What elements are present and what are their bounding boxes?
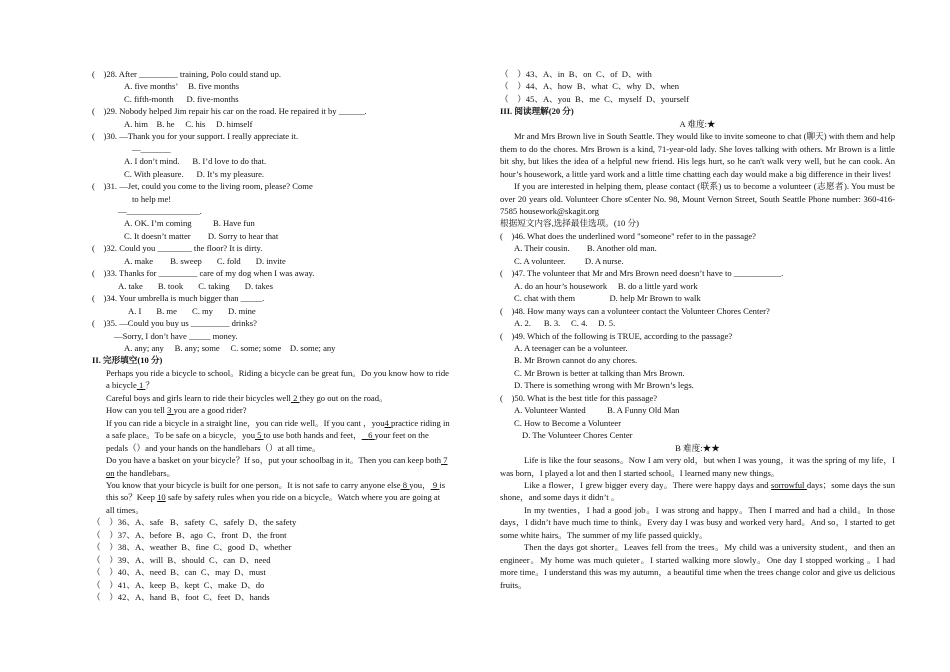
question-30: ( )30. —Thank you for your support. I really appreciate it. (92, 131, 299, 142)
question-32-options: A. make B. sweep C. fold D. invite (124, 255, 286, 266)
question-30-blank: —_______ (132, 143, 171, 154)
passage-b-paragraph: Then the days got shorter。Leaves fell from the trees。My child was a university student，and then an engineer。My home was much quieter。I started walking more slowly。One day I stopped working 。I had more time。I understand this was my autumn，a beautiful time when the trees change color and give us delicious fruits。 (500, 542, 895, 590)
difficulty-label: A 难度:★ (679, 118, 716, 129)
left-column (92, 68, 492, 603)
cloze-question-40: （ ）40、A、need B、can C、may D、must (92, 567, 266, 578)
question-31-options: C. It doesn’t matter D. Sorry to hear that (124, 230, 279, 241)
cloze-question-39: （ ）39、A、will B、should C、can D、need (92, 554, 271, 565)
question-34-options: A. I B. me C. my D. mine (128, 305, 256, 316)
right-column (500, 68, 895, 591)
cloze-line: Perhaps you ride a bicycle to school。Riding a bicycle can be great fun。Do you know how to ride (106, 367, 449, 378)
question-28-options: C. fifth-month D. five-months (124, 93, 239, 104)
question-28: ( )28. After _________ training, Polo could stand up. (92, 69, 282, 79)
question-49-option: B. Mr Brown cannot do any chores. (514, 355, 638, 366)
cloze-question-38: （ ）38、A、weather B、fine C、good D、whether (92, 542, 292, 553)
cloze-line: on the handlebars。 (106, 467, 176, 478)
cloze-line: a bicycle 1 ？ (106, 380, 154, 391)
cloze-line: this so？Keep 10 safe by safety rules when you ride on a bicycle。Watch where you are going at (106, 492, 441, 503)
question-49-option: D. There is something wrong with Mr Brown’s legs. (514, 380, 694, 391)
question-31-blank: —_________________. (118, 205, 202, 216)
question-31-cont: to help me! (132, 193, 172, 204)
cloze-line: Careful boys and girls learn to ride their bicycles well 2 they go out on the road。 (106, 392, 388, 403)
passage-a-paragraph: Mr and Mrs Brown live in South Seattle. They would like to invite someone to chat (聊天) with them and help them to do the chores. Mrs Brown is a kind, 71-year-old lady. She loves talking with others. Mr Brown is a little bit shy, but likes the idea of a helpful new friend. His legs hurt, so he can't walk very well, but he can cook. An hour’s housework, a little yard work and a little time chatting each day would make a big difference in their lives! (500, 131, 895, 179)
question-48: ( )48. How many ways can a volunteer contact the Volunteer Chores Center? (500, 305, 770, 316)
question-47: ( )47. The volunteer that Mr and Mrs Brown need doesn’t have to ___________. (500, 268, 784, 279)
difficulty-label: B 难度:★★ (675, 442, 720, 453)
passage-b-paragraph: In my twenties，I had a good job。I was strong and happy。Then I marred and had a child。In those days，I didn’t have much time to think。Every day I was busy and worked very hard。And so，I started to get some white hairs。The summer of my life passed quickly。 (500, 504, 895, 540)
question-49: ( )49. Which of the following is TRUE, according to the passage? (500, 330, 733, 341)
passage-a-paragraph: If you are interested in helping them, please contact (联系) us to become a volunteer (志愿者). You must be over 20 years old. Volunteer Chore sCenter No. 98, Mount Vernon Street, South Seattle Phone number: 360-416-7585 housework@skagit.org (500, 181, 895, 216)
cloze-line: Do you have a basket on your bicycle？If so，put your schoolbag in it。Then you can keep both 7 (106, 455, 448, 466)
question-47-options: C. chat with them D. help Mr Brown to walk (514, 293, 701, 304)
question-46-options: C. A volunteer. D. A nurse. (514, 255, 624, 266)
question-35-cont: —Sorry, I don’t have _____ money. (114, 330, 238, 341)
passage-b-paragraph: Like a flower，I grew bigger every day。There were happy days and sorrowful days；some days the sun shone，and some days it didn’t 。 (500, 479, 895, 503)
question-46-options: A. Their cousin. B. Another old man. (514, 243, 657, 254)
section-title: III. 阅读理解(20 分) (500, 106, 574, 117)
cloze-line: You know that your bicycle is built for one person。It is not safe to carry anyone else 8 you， 9 is (106, 479, 446, 490)
question-49-option: C. Mr Brown is better at talking than Mrs Brown. (514, 367, 685, 378)
cloze-question-45: （ ）45、A、you B、me C、myself D、yourself (500, 93, 690, 104)
cloze-question-37: （ ）37、A、before B、ago C、front D、the front (92, 529, 287, 540)
question-49-option: A. A teenager can be a volunteer. (514, 342, 628, 353)
question-33: ( )33. Thanks for _________ care of my dog when I was away. (92, 268, 315, 279)
instruction: 根据短文内容,选择最佳选项。(10 分) (500, 218, 639, 229)
question-35-options: A. any; any B. any; some C. some; some D. some; any (124, 342, 336, 353)
passage-b-paragraph: Life is like the four seasons。Now I am very old，but when I was young，it was the spring of my life，I was born，I played a lot and then I started school。I learned many new things。 (500, 455, 895, 478)
question-47-options: A. do an hour’s housework B. do a little yard work (514, 280, 698, 291)
cloze-line: How can you tell 3 you are a good rider? (106, 405, 247, 416)
question-32: ( )32. Could you ________ the floor? It is dirty. (92, 243, 263, 254)
question-30-options: A. I don’t mind. B. I’d love to do that. (124, 156, 267, 167)
question-29: ( )29. Nobody helped Jim repair his car on the road. He repaired it by ______. (92, 106, 367, 117)
question-31-options: A. OK. I’m coming B. Have fun (124, 218, 255, 229)
question-50-options: A. Volunteer Wanted B. A Funny Old Man (514, 405, 680, 416)
question-33-options: A. take B. took C. taking D. takes (118, 280, 273, 291)
cloze-line: If you can ride a bicycle in a straight line，you can ride well。If you cant ，you4 practice riding in (106, 417, 450, 428)
cloze-line: a safe place。To be safe on a bicycle，you 5 to use both hands and feet， 6 your feet on the (106, 430, 429, 441)
question-31: ( )31. —Jet, could you come to the living room, please? Come (92, 181, 313, 192)
cloze-line: all times。 (106, 504, 144, 515)
question-50-options: D. The Volunteer Chores Center (522, 430, 633, 441)
cloze-question-42: （ ）42、A、hand B、foot C、feet D、hands (92, 592, 270, 603)
question-46: ( )46. What does the underlined word "someone" refer to in the passage? (500, 230, 756, 241)
cloze-question-41: （ ）41、A、keep B、kept C、make D、do (92, 579, 265, 590)
question-50-options: C. How to Become a Volunteer (514, 417, 622, 428)
cloze-question-44: （ ）44、A、how B、what C、why D、when (500, 81, 680, 92)
cloze-line: pedals（）and your hands on the handlebars（）at all time。 (106, 442, 321, 453)
question-30-options: C. With pleasure. D. It’s my pleasure. (124, 168, 265, 179)
question-28-options: A. five months’ B. five months (124, 81, 240, 92)
question-29-options: A. him B. he C. his D. himself (124, 118, 253, 129)
question-50: ( )50. What is the best title for this passage? (500, 392, 658, 403)
cloze-question-36: （ ）36、A、safe B、safety C、safely D、the safety (92, 517, 297, 528)
cloze-question-43: （ ）43、A、in B、on C、of D、with (500, 69, 652, 79)
question-34: ( )34. Your umbrella is much bigger than _____. (92, 293, 265, 304)
section-title: II. 完形填空(10 分) (92, 355, 163, 366)
question-35: ( )35. —Could you buy us _________ drinks? (92, 318, 257, 329)
question-48-options: A. 2. B. 3. C. 4. D. 5. (514, 318, 616, 329)
